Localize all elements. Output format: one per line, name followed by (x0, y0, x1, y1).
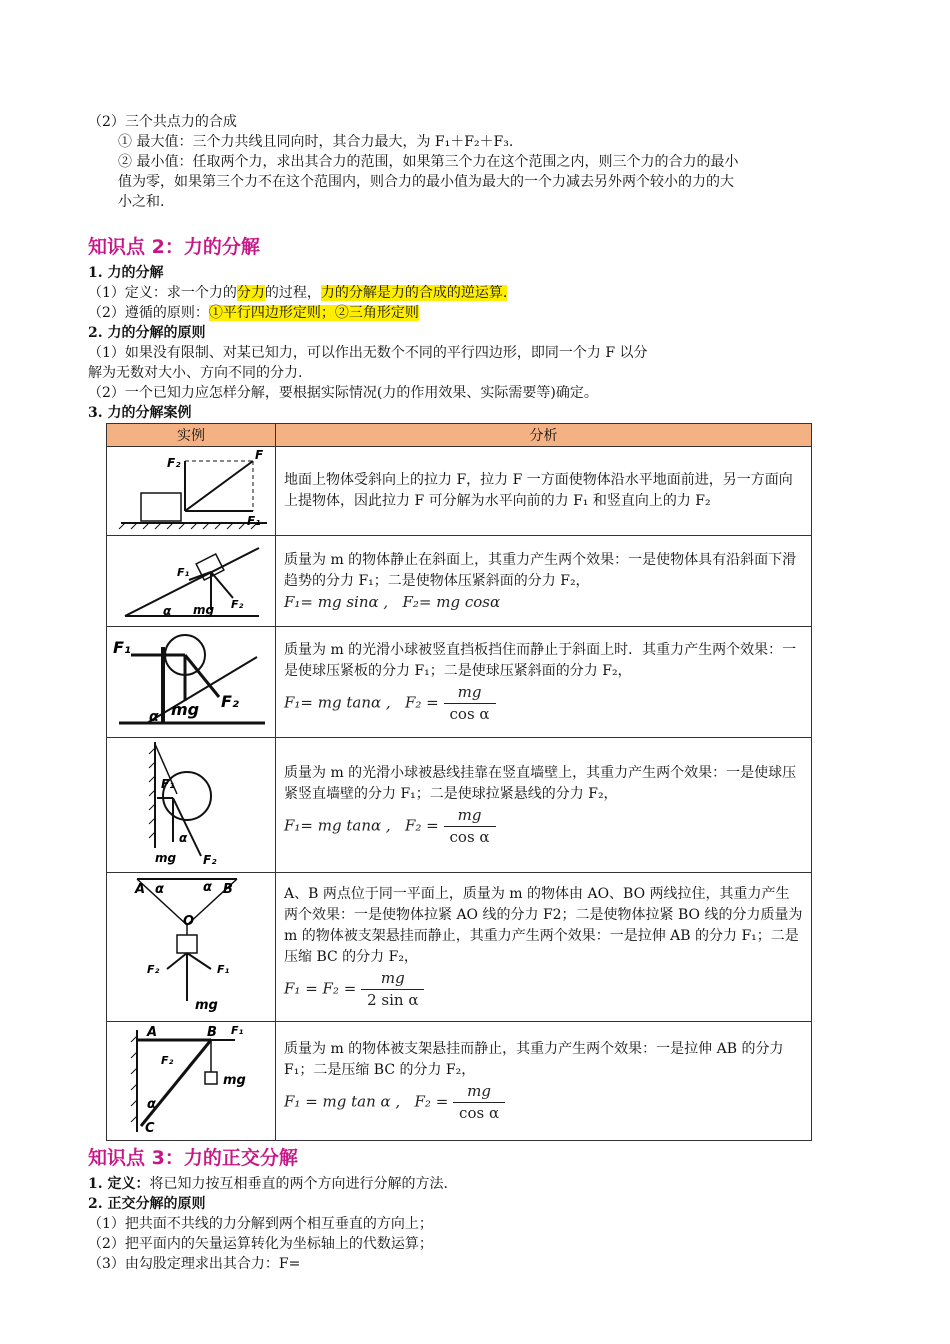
formula: F₁ = mg tan α (284, 1092, 391, 1110)
principle-1-cont: 解为无数对大小、方向不同的分力. (88, 365, 303, 381)
highlight-term: 分力 (236, 285, 265, 301)
analysis-cell (276, 627, 812, 738)
definition-line (88, 283, 868, 303)
svg-text:O: O (183, 914, 195, 929)
figure-cell (107, 1022, 276, 1141)
fraction-numerator: mg (453, 1081, 505, 1103)
formula-line: F₁= mg sinα , F₂= mg cosα (284, 592, 501, 611)
table-row (107, 738, 812, 873)
svg-text:mg: mg (195, 998, 218, 1013)
principle-2: （2）一个已知力应怎样分解，要根据实际情况(力的作用效果、实际需要等)确定。 (88, 385, 598, 401)
block-pull-figure (107, 447, 275, 531)
intro-min-line: 值为零，如果第三个力不在这个范围内，则合力的最小值为最大的一个力减去另外两个较小的力的大 (118, 174, 734, 190)
figure-cell (107, 536, 276, 627)
table-row (107, 1022, 812, 1141)
svg-text:F₂: F₂ (161, 1054, 174, 1067)
svg-text:mg: mg (155, 851, 177, 865)
highlight-term: 力的分解是力的合成的逆运算. (320, 285, 508, 301)
formula: F₁= mg sinα (284, 592, 379, 611)
analysis-text: 质量为 m 的光滑小球被悬线挂靠在竖直墙壁上，其重力产生两个效果：一是使球压紧竖直墙壁的分力 F₁；二是使球拉紧悬线的分力 F₂， (284, 764, 797, 802)
formula-line: F₁= mg tanα , F₂ = $\frac{mg}{\text{cos α}}$ (284, 805, 803, 848)
svg-text:mg: mg (193, 603, 215, 617)
figure-cell (107, 738, 276, 873)
svg-text:mg: mg (171, 700, 200, 719)
svg-text:F₂: F₂ (147, 963, 160, 976)
table-row (107, 447, 812, 536)
formula: F₂= mg cosα (402, 592, 501, 611)
fraction (453, 1081, 505, 1124)
svg-text:α: α (163, 604, 172, 618)
svg-text:α: α (149, 709, 159, 725)
table-row (107, 536, 812, 627)
principle-1: （1）如果没有限制、对某已知力，可以作出无数个不同的平行四边形，即同一个力 F 以分 (88, 345, 648, 361)
formula: F₂ = (404, 816, 439, 834)
section2-sub3: 3. 力的分解案例 (88, 405, 192, 421)
svg-text:B: B (207, 1025, 217, 1040)
formula: F₁= mg tanα (284, 816, 382, 834)
svg-text:F₁: F₁ (113, 638, 131, 657)
document-page (88, 112, 868, 1274)
formula: F₂ = (404, 693, 439, 711)
svg-text:C: C (145, 1121, 155, 1136)
fraction-denominator: cos α (459, 1103, 500, 1122)
fraction-denominator: 2 sin α (367, 990, 419, 1009)
formula-line: F₁= mg tanα , F₂ = $\frac{mg}{\text{cos α}}$ (284, 682, 803, 725)
analysis-cell: 地面上物体受斜向上的拉力 F，拉力 F 一方面使物体沿水平地面前进，另一方面向上提物体，因此拉力 F 可分解为水平向前的力 F₁ 和竖直向上的力 F₂ (276, 447, 812, 536)
svg-text:A: A (135, 882, 146, 897)
intro-min-line: 小之和. (118, 194, 165, 210)
analysis-text: 质量为 m 的物体静止在斜面上，其重力产生两个效果：一是使物体具有沿斜面下滑趋势的分力 F₁；二是使物体压紧斜面的分力 F₂， (284, 551, 797, 589)
orthogonal-rule: （1）把共面不共线的力分解到两个相互垂直的方向上； (88, 1216, 433, 1232)
table-header: 实例 (107, 424, 276, 447)
svg-text:F₁: F₁ (217, 963, 230, 976)
table-row (107, 627, 812, 738)
svg-text:F₂: F₂ (231, 598, 244, 611)
orthogonal-rule: （2）把平面内的矢量运算转化为坐标轴上的代数运算； (88, 1236, 433, 1252)
svg-text:F: F (255, 448, 264, 462)
analysis-cell (276, 536, 812, 627)
formula: F₁ = F₂ = (284, 979, 357, 997)
definition-text: 将已知力按互相垂直的两个方向进行分解的方法. (149, 1176, 448, 1192)
ball-board-incline-figure (107, 627, 275, 733)
analysis-cell (276, 738, 812, 873)
analysis-cell (276, 1022, 812, 1141)
svg-text:F₂: F₂ (167, 456, 181, 470)
svg-text:F₁: F₁ (247, 514, 261, 528)
highlight-term: ①平行四边形定则；②三角形定则 (208, 305, 419, 321)
figure-cell (107, 447, 276, 536)
analysis-cell (276, 873, 812, 1022)
table-row (107, 873, 812, 1022)
svg-text:A: A (147, 1025, 158, 1040)
orthogonal-rule: （3）由勾股定理求出其合力：F= (88, 1256, 301, 1272)
rule-line (88, 303, 868, 323)
section3-sub2: 2. 正交分解的原则 (88, 1196, 206, 1212)
definition-prefix: （1）定义：求一个力的 (88, 285, 237, 301)
ball-wall-string-figure (107, 738, 275, 868)
svg-text:α: α (179, 831, 188, 845)
incline-block-figure (107, 536, 275, 622)
section3-heading: 知识点 3：力的正交分解 (88, 1147, 298, 1169)
formula-line (284, 968, 803, 1011)
svg-text:F₂: F₂ (203, 853, 217, 867)
section2-sub2: 2. 力的分解的原则 (88, 325, 206, 341)
analysis-text: 质量为 m 的光滑小球被竖直挡板挡住而静止于斜面上时．其重力产生两个效果：一是使球压紧板的分力 F₁；二是使球压紧斜面的分力 F₂， (284, 641, 797, 679)
intro-max-line: ① 最大值：三个力共线且同向时，其合力最大，为 F₁＋F₂＋F₃. (118, 134, 514, 150)
table-header: 分析 (276, 424, 812, 447)
fraction-numerator: mg (444, 805, 496, 827)
figure-cell (107, 873, 276, 1022)
rule-prefix: （2）遵循的原则： (88, 305, 209, 321)
svg-text:F₁: F₁ (177, 566, 190, 579)
section3-definition (88, 1174, 868, 1194)
formula: F₁= mg tanα (284, 693, 382, 711)
svg-text:B: B (223, 882, 233, 897)
formula: F₂ = (414, 1092, 449, 1110)
cases-table (106, 423, 812, 1141)
svg-text:α: α (155, 882, 164, 897)
two-strings-figure (107, 873, 275, 1017)
fraction (444, 805, 496, 848)
svg-text:F₁: F₁ (231, 1024, 244, 1037)
fraction (444, 682, 496, 725)
svg-text:α: α (203, 880, 212, 895)
fraction-numerator: mg (444, 682, 496, 704)
intro-item2-title: （2）三个共点力的合成 (88, 114, 237, 130)
svg-text:F₂: F₂ (221, 692, 239, 711)
definition-mid: 的过程， (264, 285, 321, 301)
fraction-denominator: cos α (449, 827, 490, 846)
table-header-row (107, 424, 812, 447)
section2-sub1: 1. 力的分解 (88, 265, 164, 281)
intro-min-line: ② 最小值：任取两个力，求出其合力的范围，如果第三个力在这个范围之内，则三个力的合力的最小 (118, 154, 739, 170)
svg-text:mg: mg (223, 1073, 246, 1088)
svg-text:α: α (147, 1097, 156, 1112)
section2-heading: 知识点 2：力的分解 (88, 236, 260, 258)
figure-cell (107, 627, 276, 738)
bracket-support-figure (107, 1022, 275, 1136)
fraction-numerator: mg (361, 968, 424, 990)
fraction (361, 968, 424, 1011)
definition-label: 1. 定义： (88, 1176, 150, 1192)
analysis-text: A、B 两点位于同一平面上，质量为 m 的物体由 AO、BO 两线拉住，其重力产生两个效果：一是使物体拉紧 AO 线的分力 F2；二是使物体拉紧 BO 线的分力质量为 m 的物体被支架悬挂而静止，其重力产生两个效果：一是拉伸 AB 的分力 F₁；二是压缩 BC 的分力 F₂， (284, 885, 803, 965)
analysis-text: 质量为 m 的物体被支架悬挂而静止，其重力产生两个效果：一是拉伸 AB 的分力 F₁；二是压缩 BC 的分力 F₂， (284, 1040, 784, 1078)
formula-line: F₁ = mg tan α , F₂ = $\frac{mg}{\text{cos α}}$ (284, 1081, 803, 1124)
fraction-denominator: cos α (449, 704, 490, 723)
svg-text:F₁: F₁ (161, 777, 175, 791)
